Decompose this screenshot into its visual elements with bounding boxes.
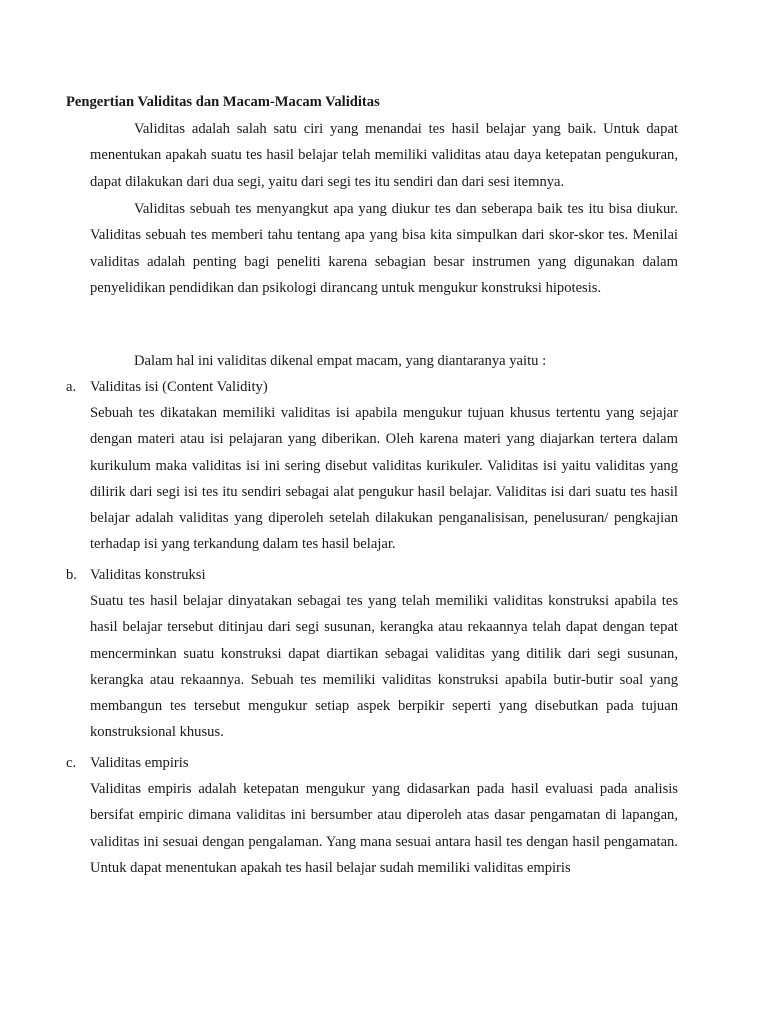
list-marker: c. — [66, 755, 77, 771]
list-marker: a. — [66, 379, 77, 395]
list-item-title: Validitas empiris — [90, 755, 189, 771]
list-item-body: Suatu tes hasil belajar dinyatakan sebagai tes yang telah memiliki validitas konstruksi apabila tes hasil belajar tersebut ditinjau dari segi susunan, kerangka atau rekaannya telah dapat dengan tepat mencerminkan suatu konstruksi dapat diartikan sebagai validitas yang ditilik dari segi susunan, kerangka atau rekaannya. Sebuah tes memiliki validitas konstruksi apabila butir-butir soal yang membangun tes tersebut mengukur setiap aspek berpikir seperti yang disebutkan pada tujuan konstruksional khusus. — [90, 593, 678, 741]
list-item-heading — [66, 374, 268, 400]
paragraph-validity-definition: Validitas sebuah tes menyangkut apa yang diukur tes dan seberapa baik tes itu bisa diukur. Validitas sebuah tes memberi tahu tentang apa yang bisa kita simpulkan dari skor-skor tes. Menilai validitas adalah penting bagi peneliti karena sebagian besar instrumen yang digunakan dalam penyelidikan pendidikan dan psikologi dirancang untuk mengukur konstruksi hipotesis. — [90, 201, 678, 296]
list-item-body: Validitas empiris adalah ketepatan mengukur yang didasarkan pada hasil evaluasi pada analisis bersifat empiric dimana validitas ini bersumber atau diperoleh atas dasar pengamatan di lapangan, validitas ini sesuai dengan pengalaman. Yang mana sesuai antara hasil tes dengan hasil pengamatan. Untuk dapat menentukan apakah tes hasil belajar sudah memiliki validitas empiris — [90, 781, 678, 876]
document-title: Pengertian Validitas dan Macam-Macam Validitas — [66, 94, 380, 110]
paragraph-intro: Validitas adalah salah satu ciri yang menandai tes hasil belajar yang baik. Untuk dapat menentukan apakah suatu tes hasil belajar telah memiliki validitas atau daya ketepatan pengukuran, dapat dilakukan dari dua segi, yaitu dari segi tes itu sendiri dan dari sesi itemnya. — [90, 121, 678, 190]
list-item-body: Sebuah tes dikatakan memiliki validitas isi apabila mengukur tujuan khusus tertentu yang sejajar dengan materi atau isi pelajaran yang diberikan. Oleh karena materi yang diajarkan tertera dalam kurikulum maka validitas isi ini sering disebut validitas kurikuler. Validitas isi yaitu validitas yang dilirik dari segi isi tes itu sendiri sebagai alat pengukur hasil belajar. Validitas isi dari suatu tes hasil belajar adalah validitas yang diperoleh setelah dilakukan penganalisisan, penelusuran/ pengkajian terhadap isi yang terkandung dalam tes hasil belajar. — [90, 405, 678, 553]
paragraph-types-intro: Dalam hal ini validitas dikenal empat macam, yang diantaranya yaitu : — [134, 353, 547, 369]
list-item-heading — [66, 562, 206, 588]
list-marker: b. — [66, 567, 77, 583]
list-item-title: Validitas isi (Content Validity) — [90, 379, 268, 395]
list-item-title: Validitas konstruksi — [90, 567, 206, 583]
list-item-heading — [66, 750, 189, 776]
